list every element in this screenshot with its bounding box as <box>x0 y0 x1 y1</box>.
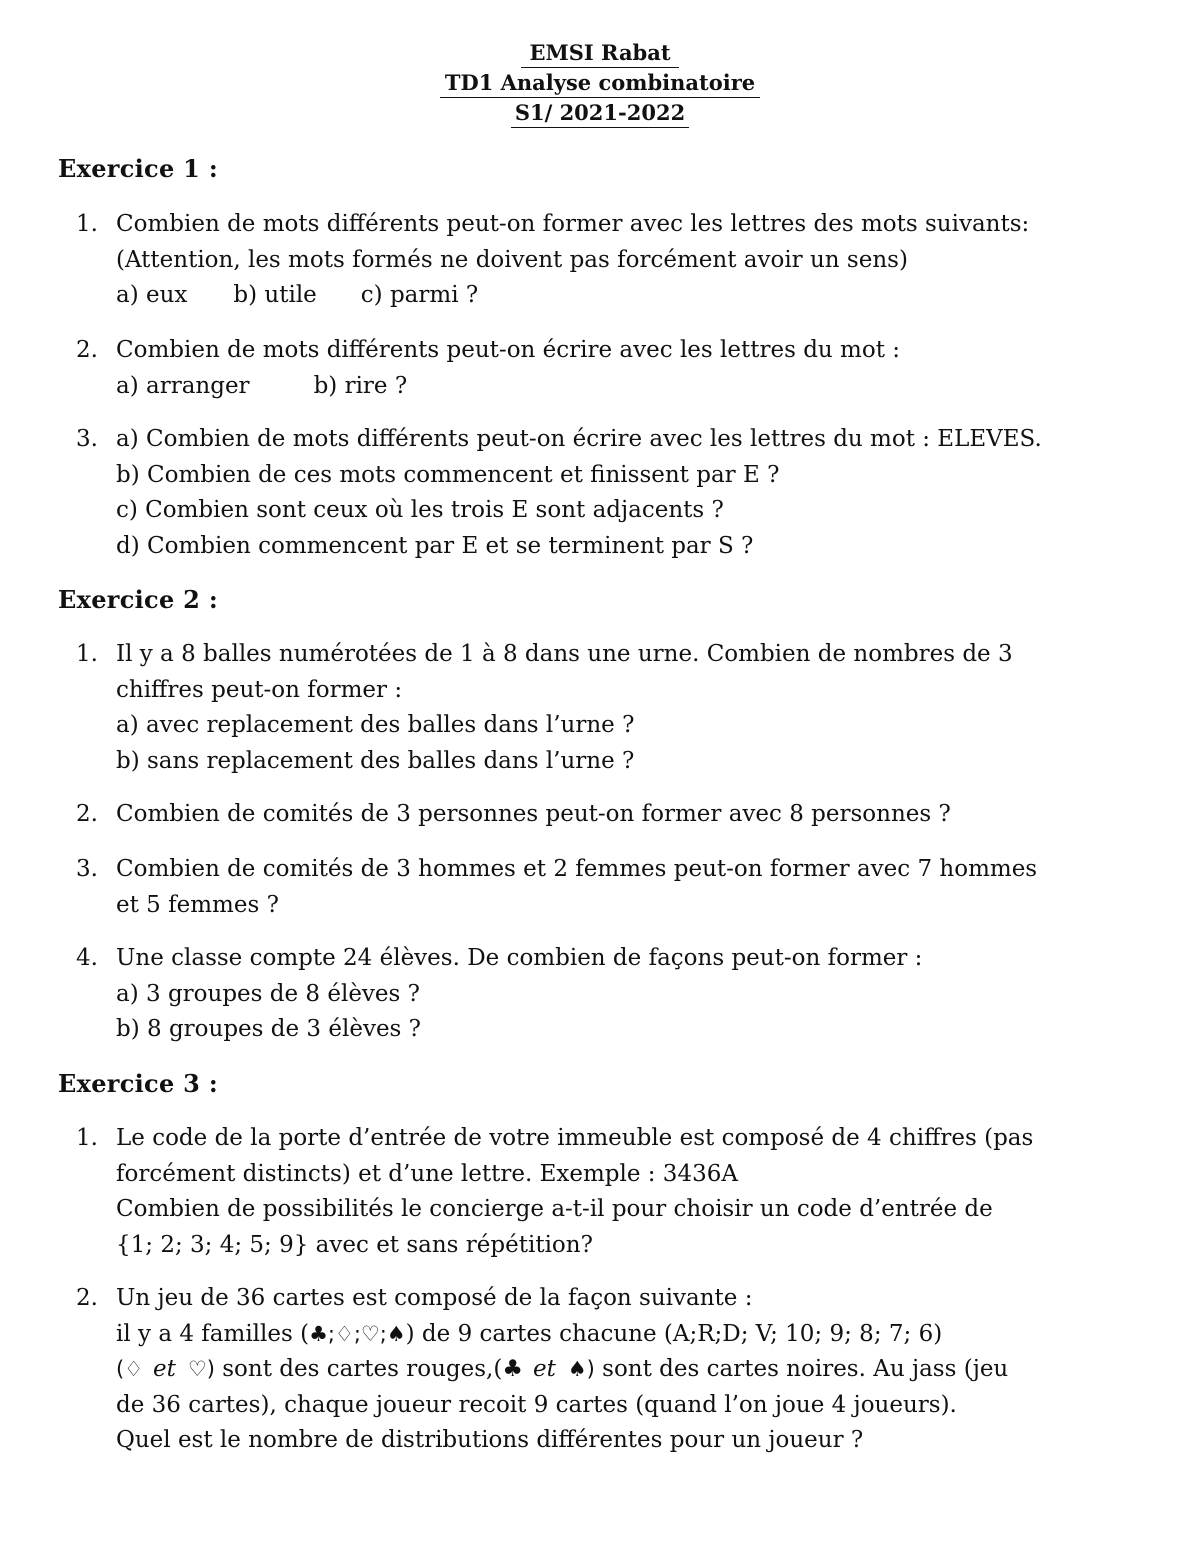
question-text: Combien de mots différents peut-on écrire avec les lettres du mot : <box>116 337 900 363</box>
sub-question-b: b) 8 groupes de 3 élèves ? <box>116 1016 421 1042</box>
option-b: b) rire ? <box>313 372 408 399</box>
question-text: de 36 cartes), chaque joueur recoit 9 cartes (quand l’on joue 4 joueurs). <box>116 1391 957 1418</box>
document-header <box>0 38 1200 128</box>
sub-question-b: b) sans replacement des balles dans l’urne ? <box>116 747 635 774</box>
school-name: EMSI Rabat <box>0 38 1200 68</box>
question-text: Quel est le nombre de distributions différentes pour un joueur ? <box>116 1427 864 1453</box>
question-number: 4. <box>76 945 98 971</box>
question-number: 3. <box>76 426 98 452</box>
sub-question-a: a) avec replacement des balles dans l’urne ? <box>116 712 635 738</box>
question-number: 1. <box>76 1125 98 1151</box>
exercise-2-title: Exercice 2 : <box>58 585 218 614</box>
question-number: 1. <box>76 641 98 667</box>
question-text: Un jeu de 36 cartes est composé de la façon suivante : <box>116 1285 753 1311</box>
exercise-1-title: Exercice 1 : <box>58 154 218 183</box>
question-number: 1. <box>76 211 98 237</box>
question-text: forcément distincts) et d’une lettre. Exemple : 3436A <box>116 1160 738 1187</box>
answer-options <box>116 369 1076 405</box>
heart-icon: ♡) <box>187 1357 215 1381</box>
question-text: Combien de mots différents peut-on former avec les lettres des mots suivants: <box>116 211 1030 237</box>
question-text: chiffres peut-on former : <box>116 676 403 703</box>
document-title: TD1 Analyse combinatoire <box>0 68 1200 98</box>
option-b: b) utile <box>233 282 317 308</box>
question-text: (♢ et ♡) sont des cartes rouges,(♣ et ♠) sont des cartes noires. Au jass (jeu <box>116 1356 1009 1382</box>
question-number: 2. <box>76 337 98 363</box>
question-text: Une classe compte 24 élèves. De combien de façons peut-on former : <box>116 945 923 971</box>
spade-icon: ♠) <box>567 1357 595 1381</box>
session-label: S1/ 2021-2022 <box>0 98 1200 128</box>
question-number: 2. <box>76 1285 98 1311</box>
sub-question-b: b) Combien de ces mots commencent et finissent par E ? <box>116 461 780 488</box>
question-text: Il y a 8 balles numérotées de 1 à 8 dans une urne. Combien de nombres de 3 <box>116 641 1013 667</box>
answer-options <box>116 278 1076 314</box>
diamond-icon: (♢ <box>116 1357 144 1381</box>
question-text: Combien de comités de 3 personnes peut-on former avec 8 personnes ? <box>116 801 951 827</box>
card-suits-symbols: ♣;♢;♡;♠ <box>309 1321 406 1346</box>
question-text: (Attention, les mots formés ne doivent pas forcément avoir un sens) <box>116 246 908 273</box>
question-text: et 5 femmes ? <box>116 891 279 918</box>
option-a: a) eux <box>116 282 188 308</box>
question-text: Combien de possibilités le concierge a-t-il pour choisir un code d’entrée de <box>116 1196 993 1222</box>
sub-question-a: a) Combien de mots différents peut-on écrire avec les lettres du mot : ELEVES. <box>116 426 1042 452</box>
exercise-3-title: Exercice 3 : <box>58 1069 218 1098</box>
option-c: c) parmi ? <box>360 282 479 308</box>
sub-question-a: a) 3 groupes de 8 élèves ? <box>116 980 420 1007</box>
sub-question-c: c) Combien sont ceux où les trois E sont adjacents ? <box>116 497 724 523</box>
question-number: 2. <box>76 801 98 827</box>
question-number: 3. <box>76 856 98 882</box>
option-a: a) arranger <box>116 372 250 399</box>
sub-question-d: d) Combien commencent par E et se terminent par S ? <box>116 532 754 559</box>
question-text: Le code de la porte d’entrée de votre immeuble est composé de 4 chiffres (pas <box>116 1125 1034 1151</box>
question-text: il y a 4 familles (♣;♢;♡;♠) de 9 cartes chacune (A;R;D; V; 10; 9; 8; 7; 6) <box>116 1320 943 1347</box>
question-text: Combien de comités de 3 hommes et 2 femmes peut-on former avec 7 hommes <box>116 856 1038 882</box>
question-text: {1; 2; 3; 4; 5; 9} avec et sans répétition? <box>116 1231 593 1258</box>
